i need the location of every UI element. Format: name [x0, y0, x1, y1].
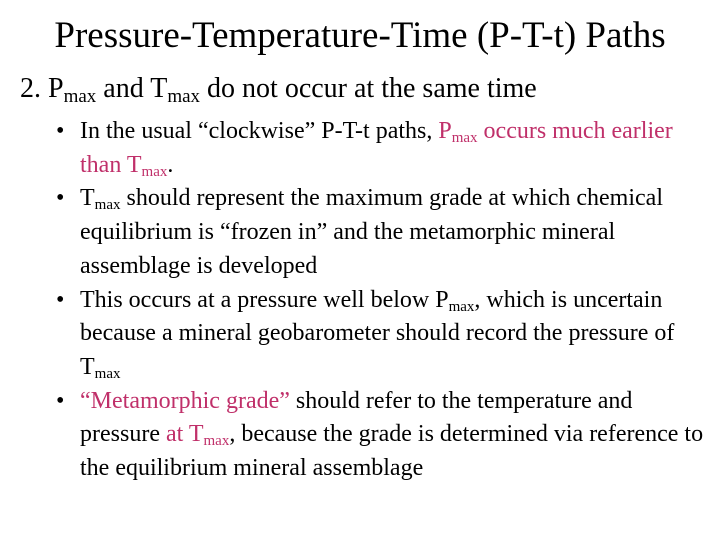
bullet-text: T: [80, 185, 95, 212]
subscript-max: max: [448, 298, 475, 315]
bullet-item-tmax-grade: [56, 182, 706, 283]
subscript-max: max: [94, 197, 121, 214]
subtitle-prefix: 2. P: [20, 73, 64, 104]
highlighted-text: at T: [165, 421, 204, 448]
bullet-item-metamorphic-grade: [56, 385, 706, 486]
highlighted-text: “Metamorphic grade”: [80, 387, 290, 414]
subtitle-middle: and T: [96, 73, 168, 104]
bullet-text: .: [167, 151, 174, 178]
bullet-text: This occurs at a pressure well below P: [80, 286, 449, 313]
slide-title: Pressure-Temperature-Time (P-T-t) Paths: [54, 15, 666, 56]
bullet-list: [56, 115, 706, 486]
bullet-text: In the usual “clockwise” P-T-t paths,: [80, 118, 439, 144]
bullet-item-clockwise-paths: [56, 115, 706, 182]
bullet-text: should represent the maximum grade at which chemical equilibrium is “frozen in” and the metamorphic mineral assemblage is developed: [80, 185, 663, 279]
subscript-max: max: [451, 129, 478, 146]
highlighted-text: P: [438, 118, 452, 144]
subtitle-subscript-max: max: [167, 85, 201, 107]
subscript-max: max: [141, 163, 168, 180]
subtitle-suffix: do not occur at the same time: [200, 73, 537, 104]
bullet-item-pressure-below-pmax: [56, 284, 706, 385]
subscript-max: max: [94, 365, 121, 382]
subtitle-subscript-max: max: [63, 85, 97, 107]
subscript-max: max: [203, 433, 230, 450]
bullet-text: , because the grade is determined via reference to the equilibrium mineral assemblage: [80, 421, 704, 482]
bullet-text: , which is uncertain because a mineral geobarometer should record the pressure of T: [80, 286, 675, 380]
highlighted-text: occurs much earlier than T: [80, 118, 673, 178]
slide-subtitle: [20, 72, 537, 106]
bullet-text: should refer to the temperature and pressure: [80, 387, 633, 448]
